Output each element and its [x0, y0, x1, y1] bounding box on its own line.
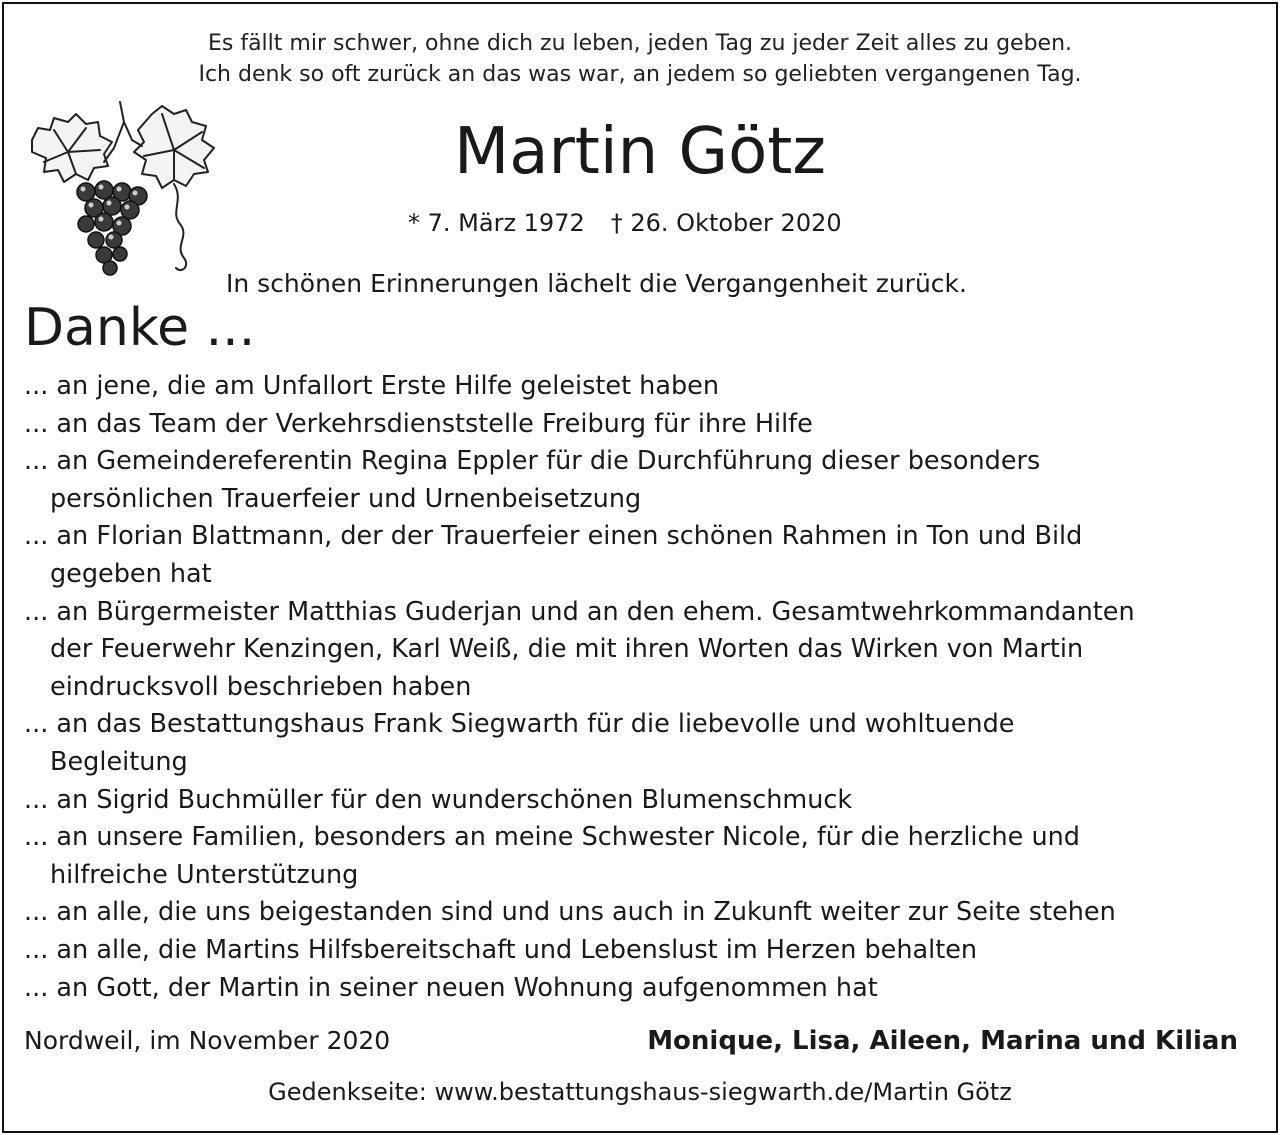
thanks-heading: Danke ... — [24, 298, 256, 358]
thanks-line: ... an unsere Familien, besonders an meine Schwester Nicole, für die herzliche und — [24, 822, 1080, 853]
thanks-line: ... an jene, die am Unfallort Erste Hilfe geleistet haben — [24, 371, 719, 401]
thanks-line: hilfreiche Unterstützung — [50, 859, 359, 890]
thanks-line: ... an alle, die uns beigestanden sind und uns auch in Zukunft weiter zur Seite stehen — [24, 897, 1116, 928]
poem — [0, 28, 1280, 90]
birth-date: * 7. März 1972 — [408, 209, 585, 237]
motto: In schönen Erinnerungen lächelt die Vergangenheit zurück. — [226, 269, 967, 298]
thanks-line: der Feuerwehr Kenzingen, Karl Weiß, die mit ihren Worten das Wirken von Martin — [50, 634, 1084, 665]
thanks-list — [24, 368, 1264, 1007]
place-date: Nordweil, im November 2020 — [24, 1026, 391, 1055]
thanks-line: ... an Gott, der Martin in seiner neuen Wohnung aufgenommen hat — [24, 972, 878, 1003]
thanks-line: persönlichen Trauerfeier und Urnenbeisetzung — [50, 483, 642, 514]
family-signature: Monique, Lisa, Aileen, Marina und Kilian — [647, 1026, 1238, 1056]
poem-line: Ich denk so oft zurück an das was war, an jedem so geliebten vergangenen Tag. — [198, 62, 1082, 87]
life-dates — [408, 206, 842, 240]
memorial-page-link[interactable]: Gedenkseite: www.bestattungshaus-siegwarth.de/Martin Götz — [268, 1078, 1012, 1106]
thanks-line: gegeben hat — [50, 558, 212, 589]
thanks-line: ... an alle, die Martins Hilfsbereitschaft und Lebenslust im Herzen behalten — [24, 934, 978, 965]
thanks-line: ... an Bürgermeister Matthias Guderjan und an den ehem. Gesamtwehrkommandanten — [24, 596, 1135, 627]
thanks-line: ... an Sigrid Buchmüller für den wunderschönen Blumenschmuck — [24, 784, 853, 815]
poem-line: Es fällt mir schwer, ohne dich zu leben, jeden Tag zu jeder Zeit alles zu geben. — [207, 31, 1073, 56]
thanks-line: eindrucksvoll beschrieben haben — [50, 671, 472, 702]
thanks-line: Begleitung — [50, 746, 188, 777]
thanks-line: ... an Florian Blattmann, der der Trauerfeier einen schönen Rahmen in Ton und Bild — [24, 521, 1083, 552]
thanks-line: ... an das Team der Verkehrsdienststelle Freiburg für ihre Hilfe — [24, 408, 813, 439]
thanks-line: ... an das Bestattungshaus Frank Siegwarth für die liebevolle und wohltuende — [24, 709, 1015, 740]
thanks-line: ... an Gemeindereferentin Regina Eppler für die Durchführung dieser besonders — [24, 446, 1041, 477]
death-date: † 26. Oktober 2020 — [610, 209, 842, 237]
deceased-name: Martin Götz — [454, 115, 826, 189]
